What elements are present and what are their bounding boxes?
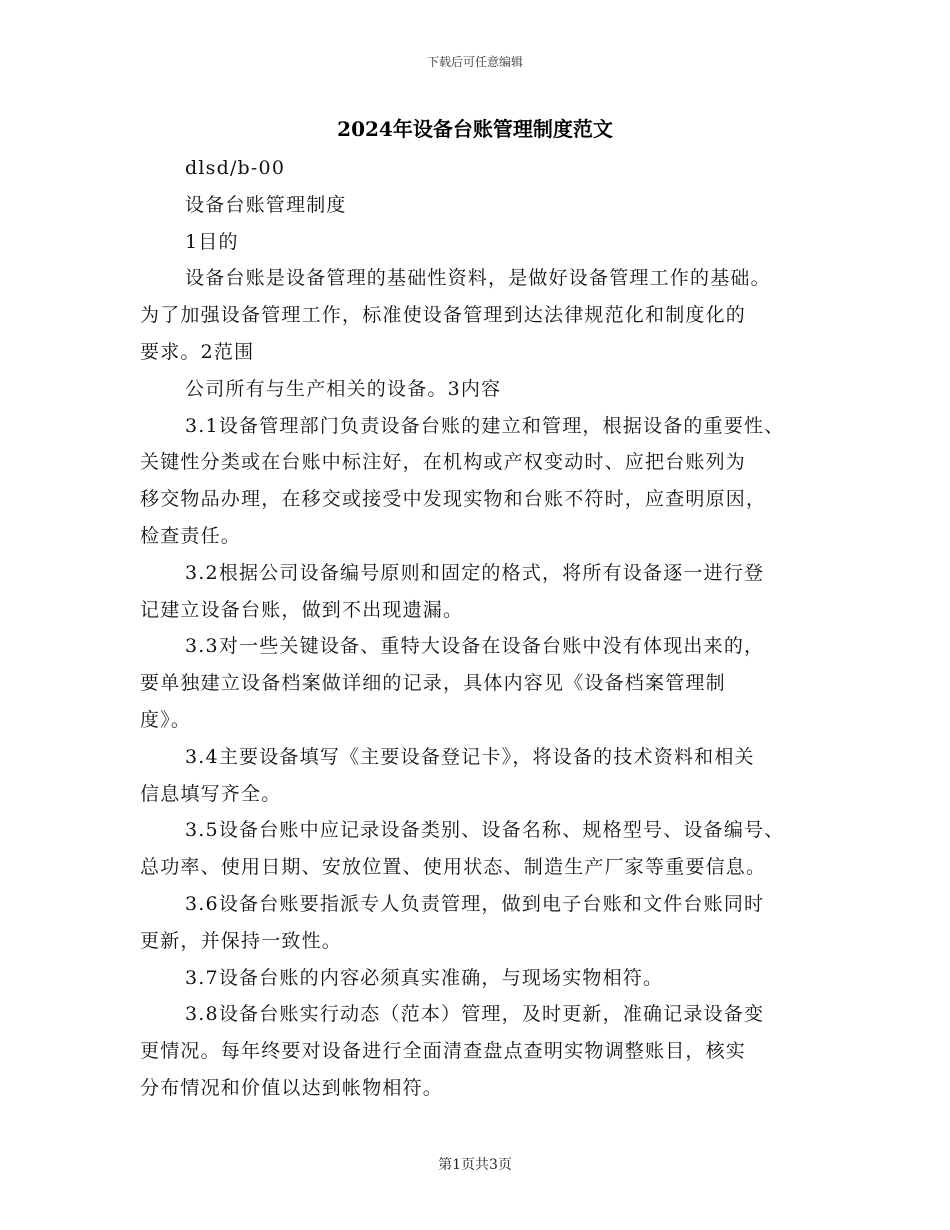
page-header-note: 下载后可任意编辑 — [426, 55, 523, 69]
paragraph-line: 更情况。每年终要对设备进行全面清查盘点查明实物调整账目，核实 — [140, 1040, 747, 1063]
paragraph-line: 要单独建立设备档案做详细的记录，具体内容见《设备档案管理制 — [140, 672, 726, 695]
paragraph-line: 3.7设备台账的内容必须真实准确，与现场实物相符。 — [185, 966, 664, 989]
paragraph-line: 3.2根据公司设备编号原则和固定的格式，将所有设备逐一进行登 — [185, 561, 765, 584]
paragraph-line: 设备台账是设备管理的基础性资料，是做好设备管理工作的基础。 — [185, 267, 771, 290]
document-title: 2024年设备台账管理制度范文 — [337, 117, 613, 141]
doc-code-line: dlsd/b-00 — [185, 157, 286, 179]
paragraph-line: 更新，并保持一致性。 — [140, 929, 343, 952]
paragraph-line: 度》。 — [140, 708, 192, 731]
paragraph-line: 总功率、使用日期、安放位置、使用状态、制造生产厂家等重要信息。 — [140, 856, 767, 879]
paragraph-line: 检查责任。 — [140, 524, 242, 547]
paragraph-line: 3.6设备台账要指派专人负责管理，做到电子台账和文件台账同时 — [185, 892, 765, 915]
paragraph-line: 为了加强设备管理工作，标准使设备管理到达法律规范化和制度化的 — [140, 304, 747, 327]
document-body — [140, 150, 830, 1107]
paragraph-line: 3.5设备台账中应记录设备类别、设备名称、规格型号、设备编号、 — [185, 819, 785, 842]
page-number: 第1页共3页 — [438, 1157, 512, 1173]
paragraph-line: 3.4主要设备填写《主要设备登记卡》，将设备的技术资料和相关 — [185, 745, 755, 768]
doc-subtitle-line: 设备台账管理制度 — [185, 193, 347, 216]
paragraph-line: 3.8设备台账实行动态（范本）管理，及时更新，准确记录设备变 — [185, 1003, 765, 1026]
section-heading-purpose: 1目的 — [185, 230, 239, 253]
paragraph-line: 要求。2范围 — [140, 340, 255, 363]
paragraph-line: 公司所有与生产相关的设备。3内容 — [185, 377, 502, 400]
paragraph-line: 3.1设备管理部门负责设备台账的建立和管理，根据设备的重要性、 — [185, 414, 785, 437]
paragraph-line: 记建立设备台账，做到不出现遗漏。 — [140, 598, 464, 621]
paragraph-line: 3.3对一些关键设备、重特大设备在设备台账中没有体现出来的， — [185, 635, 765, 658]
paragraph-line: 分布情况和价值以达到帐物相符。 — [140, 1076, 444, 1099]
paragraph-line: 移交物品办理，在移交或接受中发现实物和台账不符时，应查明原因， — [140, 488, 767, 511]
paragraph-line: 关键性分类或在台账中标注好，在机构或产权变动时、应把台账列为 — [140, 451, 747, 474]
paragraph-line: 信息填写齐全。 — [140, 782, 282, 805]
